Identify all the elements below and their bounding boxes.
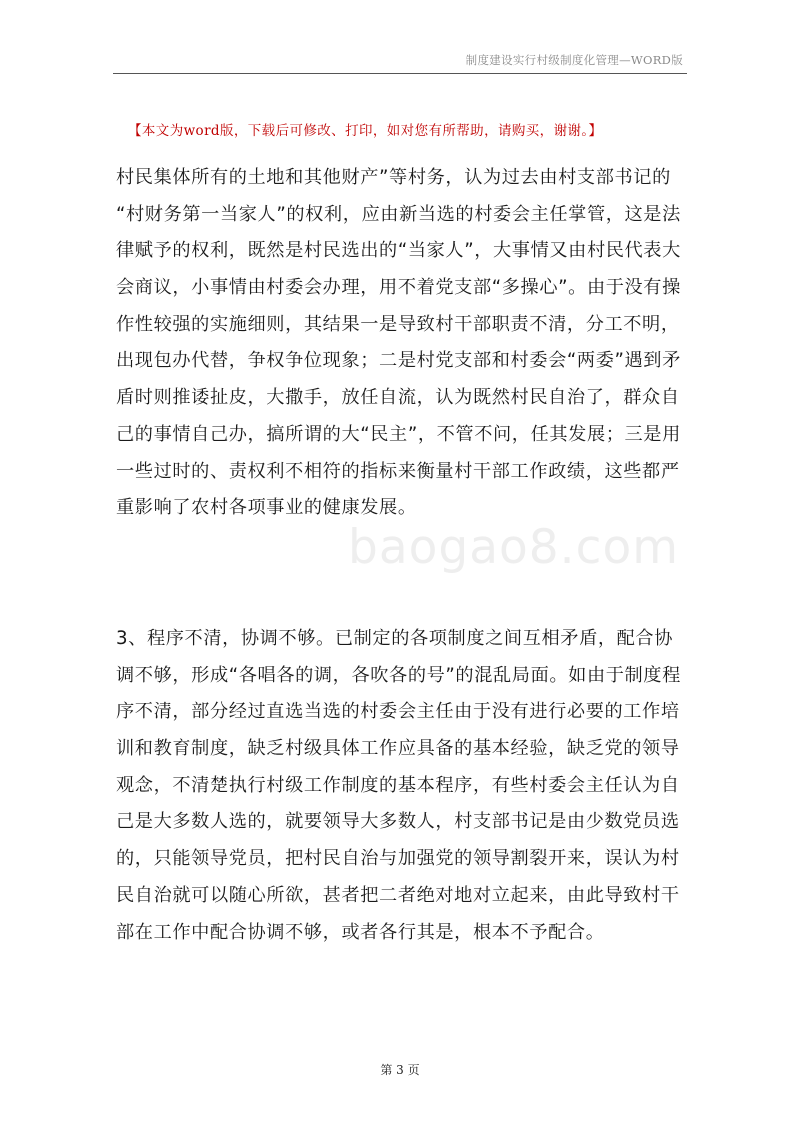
text-line: 调不够，形成“各唱各的调，各吹各的号”的混乱局面。如由于制度程 (116, 664, 681, 686)
header-divider (113, 73, 687, 74)
text-line: 重影响了农村各项事业的健康发展。 (116, 497, 417, 519)
text-line: 出现包办代替，争权争位现象；二是村党支部和村委会“两委”遇到矛 (116, 350, 681, 372)
text-line: 律赋予的权利，既然是村民选出的“当家人”，大事情又由村民代表大 (116, 240, 681, 262)
text-line: 民自治就可以随心所欲，甚者把二者绝对地对立起来，由此导致村干 (116, 884, 680, 906)
header-title: 制度建设实行村级制度化管理—WORD版 (465, 53, 683, 67)
text-line: “村财务第一当家人”的权利，应由新当选的村委会主任掌管，这是法 (116, 203, 681, 225)
text-line: 观念，不清楚执行村级工作制度的基本程序，有些村委会主任认为自 (116, 774, 680, 796)
paragraph-1 (116, 160, 696, 527)
watermark: baogao8.com (348, 520, 680, 575)
paragraph-2 (116, 621, 696, 951)
text-line: 己是大多数人选的，就要领导大多数人，村支部书记是由少数党员选 (116, 811, 680, 833)
text-line: 村民集体所有的土地和其他财产”等村务，认为过去由村支部书记的 (116, 167, 671, 188)
text-line: 部在工作中配合协调不够，或者各行其是，根本不予配合。 (116, 921, 605, 943)
text-line: 作性较强的实施细则，其结果一是导致村干部职责不清，分工不明， (116, 313, 680, 335)
download-notice: 【本文为word版，下载后可修改、打印，如对您有所帮助，请购买，谢谢。】 (128, 123, 603, 139)
page-number: 第 3 页 (380, 1063, 420, 1077)
text-line: 训和教育制度，缺乏村级具体工作应具备的基本经验，缺乏党的领导 (116, 738, 680, 760)
text-line: 会商议，小事情由村委会办理，用不着党支部“多操心”。由于没有操 (116, 277, 681, 299)
text-line: 3、程序不清，协调不够。已制定的各项制度之间互相矛盾，配合协 (116, 628, 674, 649)
text-line: 序不清，部分经过直选当选的村委会主任由于没有进行必要的工作培 (116, 701, 680, 723)
text-line: 一些过时的、责权利不相符的指标来衡量村干部工作政绩，这些都严 (116, 460, 680, 482)
text-line: 盾时则推诿扯皮，大撒手，放任自流，认为既然村民自治了，群众自 (116, 387, 680, 409)
text-line: 的，只能领导党员，把村民自治与加强党的领导割裂开来，误认为村 (116, 848, 680, 870)
text-line: 己的事情自己办，搞所谓的大“民主”，不管不问，任其发展；三是用 (116, 423, 681, 445)
